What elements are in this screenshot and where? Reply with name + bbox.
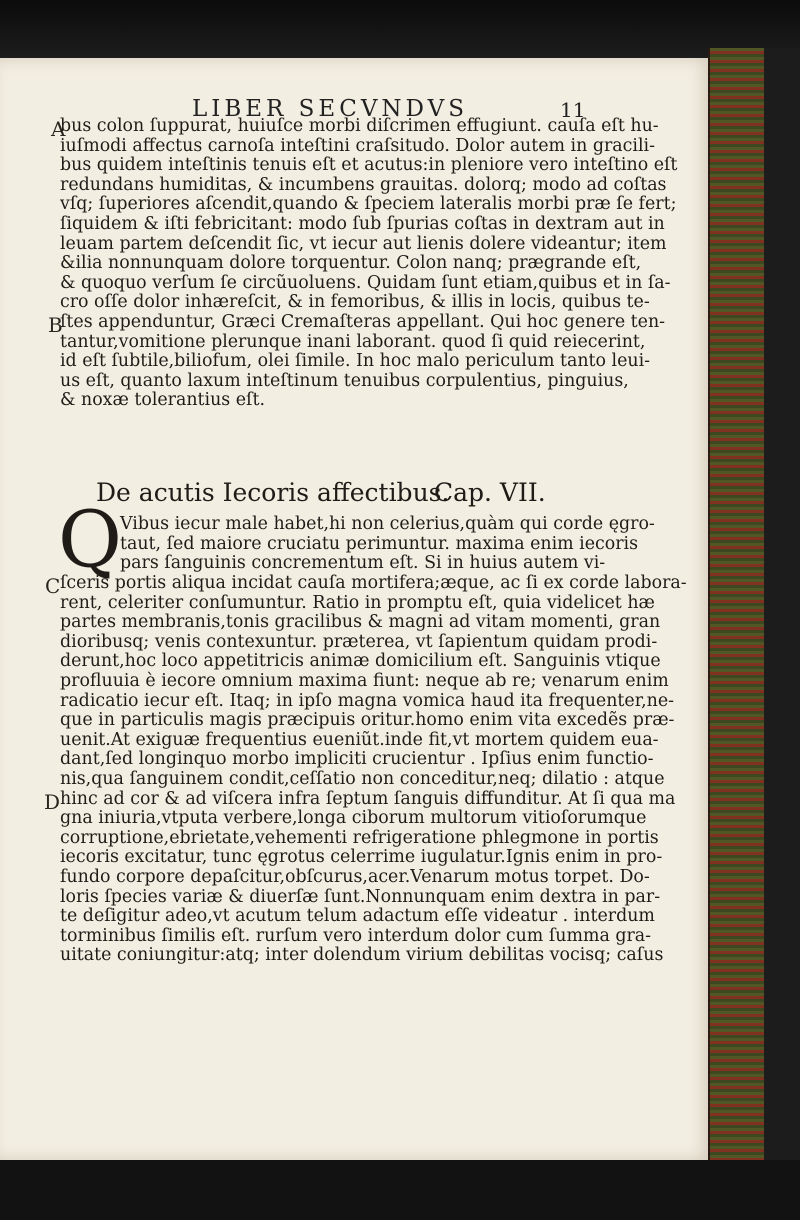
text-line: hinc ad cor & ad viſcera infra ſeptum ſanguis diffunditur. At ſi qua ma	[60, 788, 676, 809]
text-line: gna iniuria,vtputa verbere,longa ciborum multorum vitioſorumque	[60, 808, 647, 829]
text-line: Vibus iecur male habet,hi non celerius,quàm qui corde ęgro-	[120, 514, 655, 534]
paragraph-block-1	[60, 116, 678, 411]
margin-letter-a: A	[51, 117, 66, 141]
text-line: corruptione,ebrietate,vehementi refrigeratione phlegmone in portis	[60, 827, 659, 848]
text-line: & noxæ tolerantius eſt.	[60, 390, 266, 411]
text-line: uitate coniungitur:atq; inter dolendum virium debilitas vocisq; caſus	[60, 945, 664, 966]
text-line: us eſt, quanto laxum inteſtinum tenuibus corpulentius, pinguius,	[60, 370, 629, 391]
margin-letter-c: C	[45, 574, 61, 598]
text-line: ſiquidem & iſti febricitant: modo ſub ſpurias coſtas in dextram aut in	[60, 213, 665, 234]
book-spine-shadow	[0, 0, 800, 62]
text-line: profluuia è iecore omnium maxima fiunt: neque ab re; venarum enim	[60, 670, 669, 691]
text-line: derunt,hoc loco appetitricis animæ domicilium eſt. Sanguinis vtique	[60, 651, 661, 672]
chapter-heading	[96, 478, 636, 507]
text-line: redundans humiditas, & incumbens grauitas. dolorq; modo ad coſtas	[60, 174, 667, 195]
text-line: nis,qua ſanguinem condit,ceſſatio non conceditur,neq; dilatio : atque	[60, 768, 665, 789]
text-line: & quoquo verſum ſe circũuoluens. Quidam ſunt etiam,quibus et in ſa-	[60, 272, 671, 293]
text-line: torminibus ſimilis eſt. rurſum vero interdum dolor cum ſumma gra-	[60, 925, 652, 946]
text-line: te deſigitur adeo,vt acutum telum adactum eſſe videatur . interdum	[60, 906, 655, 927]
text-line: dant,ſed longinquo morbo impliciti crucientur . Ipſius enim functio-	[60, 749, 654, 770]
page-number: 11	[560, 98, 586, 122]
marbled-page-edge	[708, 48, 766, 1160]
text-line: que in particulis magis præcipuis oritur.homo enim vita excedẽs præ-	[60, 710, 675, 731]
text-line: dioribusq; venis contexuntur. præterea, vt ſapientum quidam prodi-	[60, 631, 658, 652]
chapter-number: Cap. VII.	[434, 478, 546, 507]
text-line: loris ſpecies variæ & diuerſæ ſunt.Nonnunquam enim dextra in par-	[60, 886, 661, 907]
text-line: pars ſanguinis concrementum eſt. Si in huius autem vi-	[120, 553, 606, 574]
text-line: partes membranis,tonis gracilibus & magni ad vitam momenti, gran	[60, 612, 661, 633]
text-line: bus quidem inteſtinis tenuis eſt et acutus:in pleniore vero inteſtino eſt	[60, 155, 678, 176]
margin-letter-d: D	[44, 790, 61, 814]
running-header: LIBER SECVNDVS	[192, 96, 468, 122]
text-line: ſceris portis aliqua incidat cauſa mortifera;æque, ac ſi ex corde labora-	[60, 573, 687, 593]
text-line: iuſmodi affectus carnoſa inteſtini craſsitudo. Dolor autem in gracili-	[60, 135, 655, 156]
text-line: bus colon ſuppurat, huiuſce morbi diſcrimen effugiunt. cauſa eſt hu-	[60, 116, 659, 136]
text-line: iecoris excitatur, tunc ęgrotus celerrime iugulatur.Ignis enim in pro-	[60, 847, 663, 868]
text-line: rent, celeriter conſumuntur. Ratio in promptu eſt, quia videlicet hæ	[60, 592, 655, 613]
text-line: leuam partem deſcendit ſic, vt iecur aut lienis dolere videantur; item	[60, 233, 667, 254]
text-line: cro oſſe dolor inhæreſcit, & in femoribus, & illis in locis, quibus te-	[60, 292, 650, 313]
text-line: vſq; ſuperiores aſcendit,quando & ſpeciem lateralis morbi præ ſe fert;	[60, 194, 677, 215]
text-line: taut, ſed maiore cruciatu perimuntur. maxima enim iecoris	[120, 533, 639, 554]
margin-letter-b: B	[48, 313, 63, 337]
background-right	[764, 48, 800, 1160]
text-line: radicatio iecur eſt. Itaq; in ipſo magna vomica haud ita frequenter,ne-	[60, 690, 674, 711]
text-line: fundo corpore depaſcitur,obſcurus,acer.Venarum motus torpet. Do-	[60, 866, 650, 887]
background-bottom	[0, 1160, 800, 1220]
drop-cap: Q	[58, 495, 122, 585]
paragraph-block-2-indented	[120, 514, 655, 574]
text-line: &ilia nonnunquam dolore torquentur. Colon nanq; prægrande eſt,	[60, 253, 642, 274]
text-line: id eſt ſubtile,biliofum, olei ſimile. In hoc malo periculum tanto leui-	[60, 351, 651, 372]
text-line: uenit.At exiguæ frequentius eueniũt.inde fit,vt mortem quidem eua-	[60, 729, 659, 750]
text-line: ſtes appenduntur, Græci Cremaſteras appellant. Qui hoc genere ten-	[60, 311, 666, 332]
text-line: tantur,vomitione plerunque inani laborant. quod ſi quid reiecerint,	[60, 331, 646, 352]
paragraph-block-2	[60, 573, 687, 966]
chapter-title: De acutis Iecoris affectibus.	[96, 478, 450, 507]
